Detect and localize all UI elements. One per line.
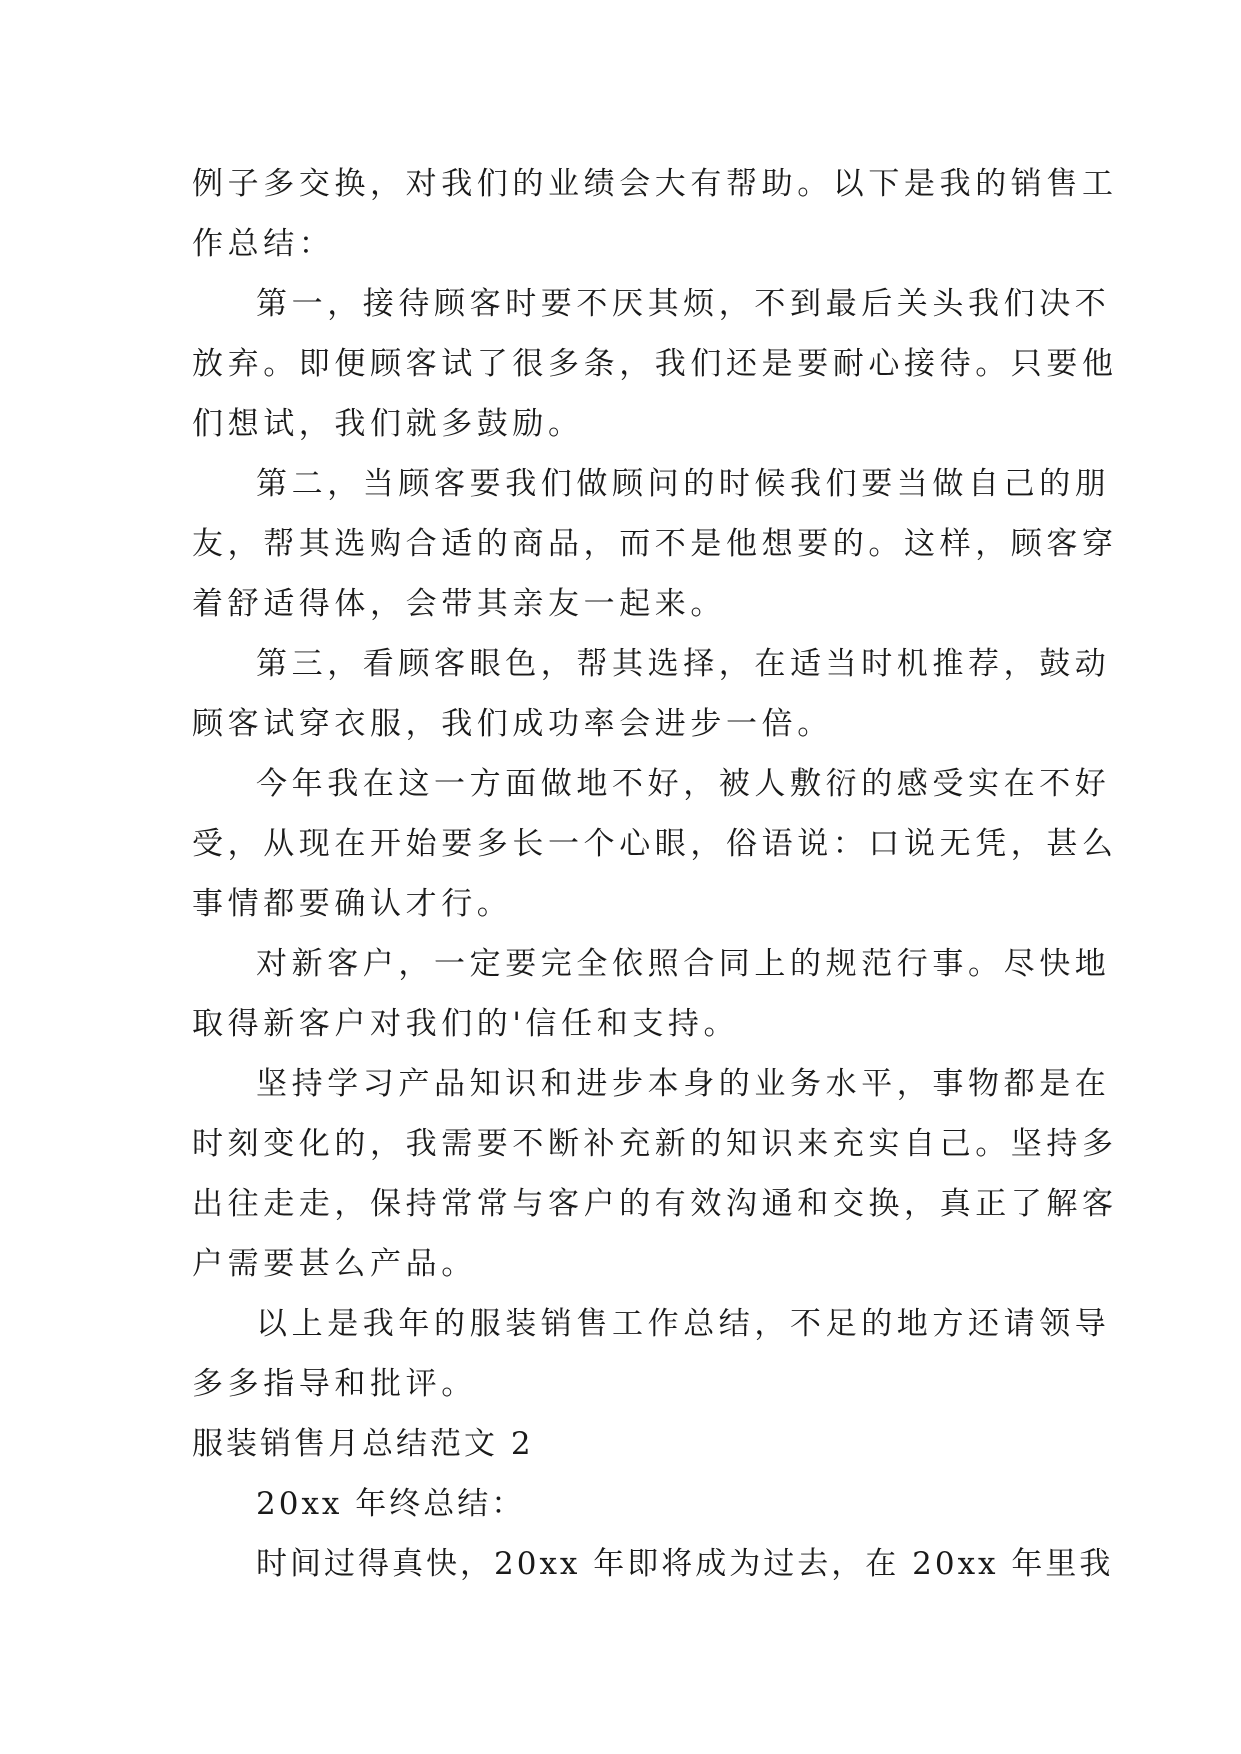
paragraph-line: 事情都要确认才行。 <box>192 886 513 922</box>
paragraph-line: 着舒适得体，会带其亲友一起来。 <box>192 586 726 622</box>
paragraph-line: 时间过得真快，20xx 年即将成为过去，在 20xx 年里我 <box>256 1546 1114 1582</box>
paragraph-line: 受，从现在开始要多长一个心眼，俗语说：口说无凭，甚么 <box>192 826 1118 862</box>
paragraph-line: 出往走走，保持常常与客户的有效沟通和交换，真正了解客 <box>192 1186 1118 1222</box>
paragraph-line: 多多指导和批评。 <box>192 1366 477 1402</box>
paragraph-line: 户需要甚么产品。 <box>192 1246 477 1282</box>
paragraph-line: 第二，当顾客要我们做顾问的时候我们要当做自己的朋 <box>256 466 1111 502</box>
section-heading: 服装销售月总结范文 2 <box>192 1426 534 1462</box>
paragraph-line: 坚持学习产品知识和进步本身的业务水平，事物都是在 <box>256 1066 1111 1102</box>
paragraph-line: 例子多交换，对我们的业绩会大有帮助。以下是我的销售工 <box>192 166 1118 202</box>
document-body <box>192 154 1118 1594</box>
paragraph-line: 们想试，我们就多鼓励。 <box>192 406 584 442</box>
paragraph-line: 时刻变化的，我需要不断补充新的知识来充实自己。坚持多 <box>192 1126 1118 1162</box>
paragraph-line: 今年我在这一方面做地不好，被人敷衍的感受实在不好 <box>256 766 1111 802</box>
paragraph-line: 20xx 年终总结： <box>256 1486 526 1522</box>
paragraph-line: 以上是我年的服装销售工作总结，不足的地方还请领导 <box>256 1306 1111 1342</box>
paragraph-line: 友，帮其选购合适的商品，而不是他想要的。这样，顾客穿 <box>192 526 1118 562</box>
paragraph-line: 对新客户，一定要完全依照合同上的规范行事。尽快地 <box>256 946 1111 982</box>
paragraph-line: 第三，看顾客眼色，帮其选择，在适当时机推荐，鼓动 <box>256 646 1111 682</box>
paragraph-line: 取得新客户对我们的'信任和支持。 <box>192 1006 740 1042</box>
paragraph-line: 第一，接待顾客时要不厌其烦，不到最后关头我们决不 <box>256 286 1111 322</box>
paragraph-line: 顾客试穿衣服，我们成功率会进步一倍。 <box>192 706 833 742</box>
paragraph-line: 作总结： <box>192 226 335 262</box>
paragraph-line: 放弃。即便顾客试了很多条，我们还是要耐心接待。只要他 <box>192 346 1118 382</box>
